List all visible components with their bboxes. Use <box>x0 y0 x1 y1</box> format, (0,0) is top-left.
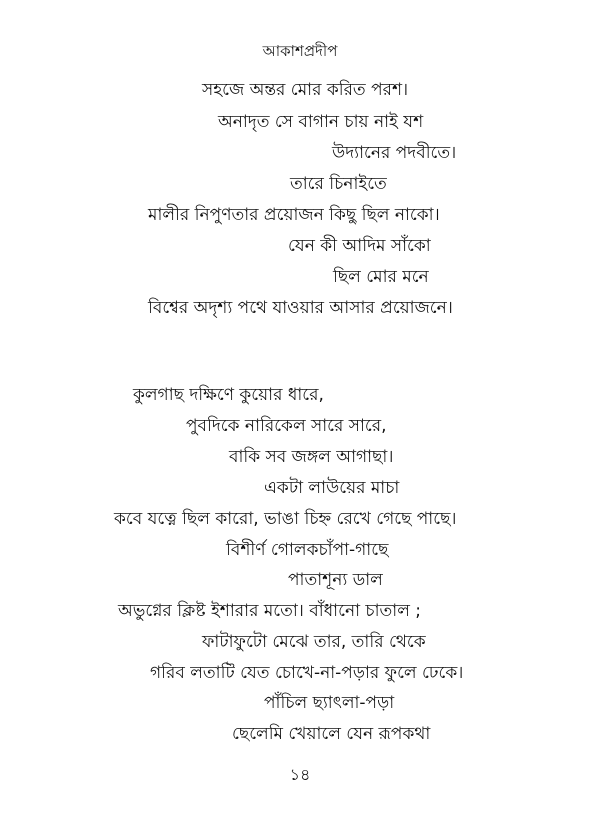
poem-line: বিশীর্ণ গোলকচাঁপা-গাছে <box>226 540 389 560</box>
page-number: ১৪ <box>289 765 311 784</box>
poem-line: কুলগাছ দক্ষিণে কুয়োর ধারে, <box>133 385 324 405</box>
poem-line: কবে যত্নে ছিল কারো, ভাঙা চিহ্ন রেখে গেছে পাছে। <box>114 509 457 529</box>
poem-line: অনাদৃত সে বাগান চায় নাই যশ <box>218 112 424 132</box>
poem-line: ফাটাফুটো মেঝে তার, তারি থেকে <box>202 632 426 652</box>
running-head: আকাশপ্রদীপ <box>262 42 338 60</box>
poem-line: বিশ্বের অদৃশ্য পথে যাওয়ার আসার প্রয়োজনে। <box>148 298 453 318</box>
poem-line: ছিল মোর মনে <box>333 267 429 287</box>
poem-line: মালীর নিপুণতার প্রয়োজন কিছু ছিল নাকো। <box>148 205 440 225</box>
poem-line: ছেলেমি খেয়ালে যেন রূপকথা <box>232 724 431 744</box>
poem-line: সহজে অন্তর মোর করিত পরশ। <box>202 80 409 100</box>
poem-line: বাকি সব জঙ্গল আগাছা। <box>229 447 394 467</box>
poem-line: উদ্যানের পদবীতে। <box>332 143 457 163</box>
poem-line: পাঁচিল ছ্যাৎলা-পড়া <box>264 693 395 713</box>
poem-line: যেন কী আদিম সাঁকো <box>288 236 431 256</box>
poem-line: তারে চিনাইতে <box>290 174 387 194</box>
poem-line: একটা লাউয়ের মাচা <box>264 478 400 498</box>
poem-line: গরিব লতাটি যেত চোখে-না-পড়ার ফুলে ঢেকে। <box>150 663 464 683</box>
poem-line: পাতাশূন্য ডাল <box>288 570 383 590</box>
poem-line: অভুগ্নের ক্লিষ্ট ইশারার মতো। বাঁধানো চাতাল ; <box>118 601 422 621</box>
poem-line: পুবদিকে নারিকেল সারে সারে, <box>186 416 387 436</box>
